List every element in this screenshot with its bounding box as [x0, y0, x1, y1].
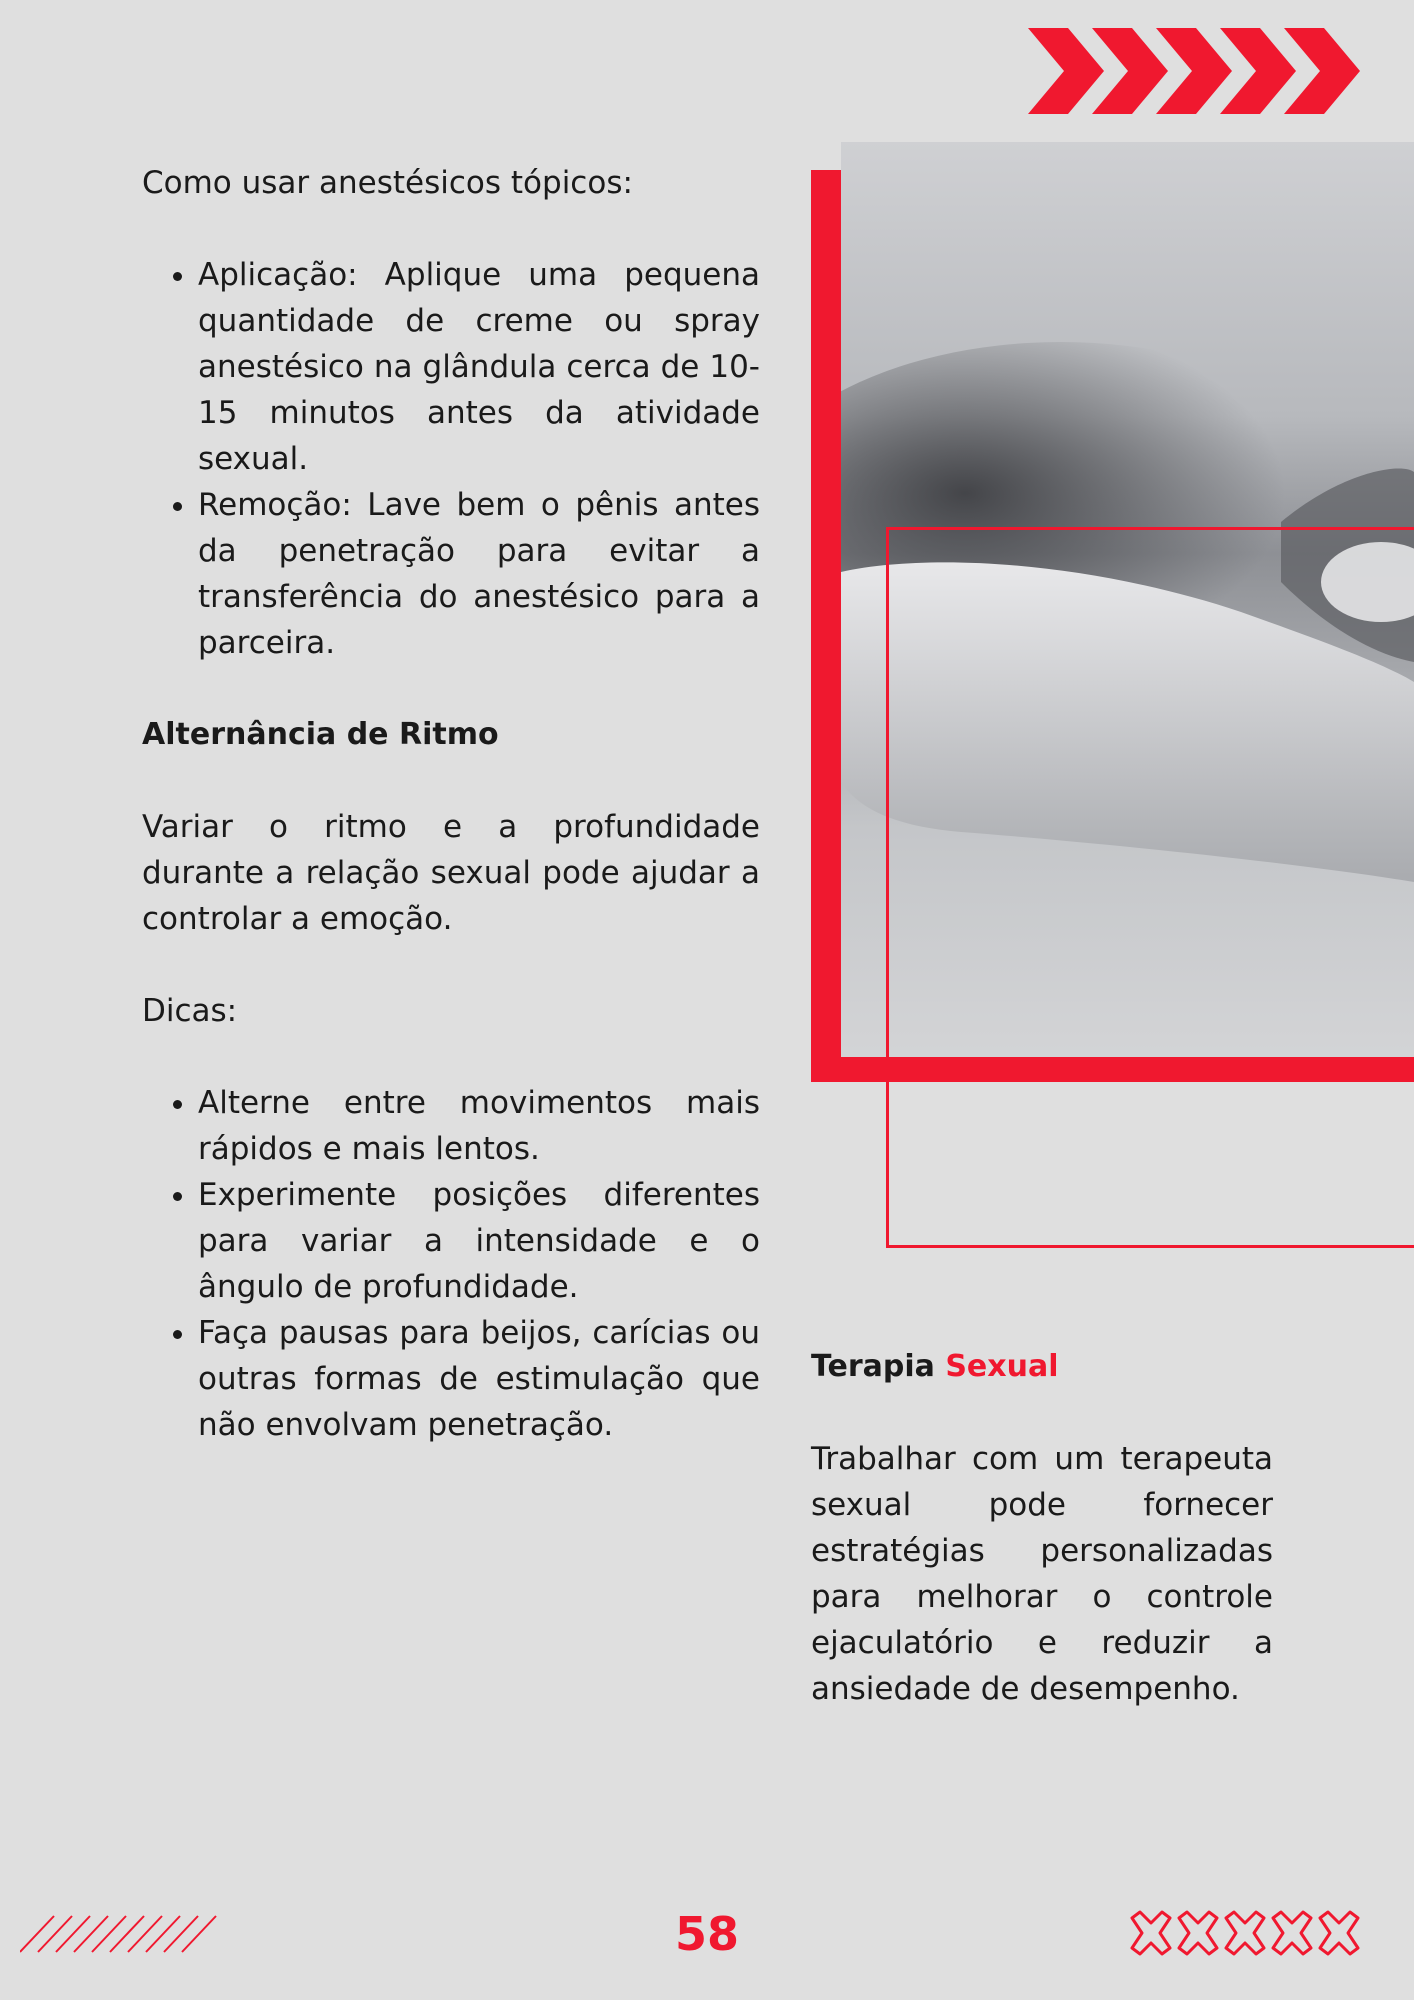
list-item: • Remoção: Lave bem o pênis antes da penetração para evitar a transferência do anestésico para a parceira.	[198, 482, 760, 666]
intro-text: Como usar anestésicos tópicos:	[142, 165, 633, 201]
list-item: • Experimente posições diferentes para variar a intensidade e o ângulo de profundidade.	[198, 1172, 760, 1310]
anesthetic-list	[142, 252, 760, 666]
crosses-icon	[1128, 1910, 1364, 1956]
frame-outline	[886, 527, 1414, 1248]
chevrons-right-icon	[1028, 28, 1364, 114]
list-item: • Faça pausas para beijos, carícias ou outras formas de estimulação que não envolvam penetração.	[198, 1310, 760, 1448]
frame-bar-vertical	[811, 170, 841, 1082]
list-item: • Alterne entre movimentos mais rápidos e mais lentos.	[198, 1080, 760, 1172]
therapy-heading-part2: Sexual	[945, 1349, 1059, 1384]
tips-label: Dicas:	[142, 993, 238, 1029]
list-item: • Aplicação: Aplique uma pequena quantidade de creme ou spray anestésico na glândula cerca de 10-15 minutos antes da atividade sexual.	[198, 252, 760, 482]
tips-list	[142, 1080, 760, 1448]
therapy-paragraph: Trabalhar com um terapeuta sexual pode fornecer estratégias personalizadas para melhorar o controle ejaculatório e reduzir a ansiedade de desempenho.	[811, 1441, 1273, 1707]
section-paragraph: Variar o ritmo e a profundidade durante a relação sexual pode ajudar a controlar a emoção.	[142, 809, 760, 937]
page-number: 58	[674, 1907, 739, 1961]
left-column	[142, 160, 760, 1448]
therapy-heading-part1: Terapia	[811, 1349, 935, 1384]
section-heading: Alternância de Ritmo	[142, 717, 499, 752]
right-column	[811, 1344, 1273, 1712]
therapy-heading	[811, 1344, 1273, 1390]
